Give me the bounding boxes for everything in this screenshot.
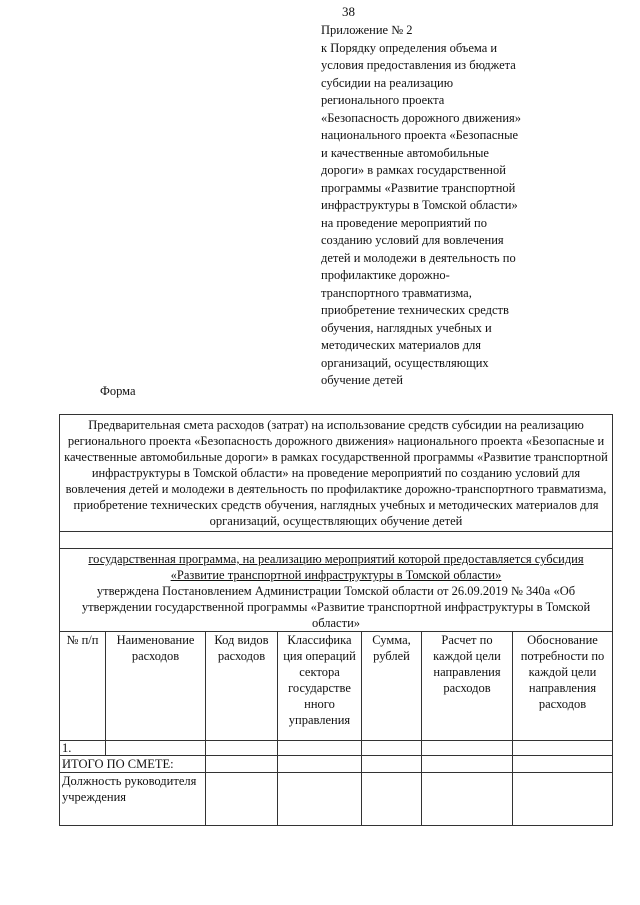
table-cell	[422, 741, 513, 756]
column-header: Классифика ция операций сектора государстве нного управления	[278, 632, 362, 741]
table-cell	[206, 756, 278, 773]
appendix-line: на проведение мероприятий по	[321, 215, 487, 230]
appendix-line: обучение детей	[321, 373, 403, 387]
table-header-row	[60, 632, 613, 741]
table-cell	[422, 756, 513, 773]
table-cell	[513, 741, 613, 756]
program-line-2: утверждена Постановлением Администрации Томской области от 26.09.2019 № 340а «Об утверждении государственной программы «Развитие транспортной инфраструктуры в Томской области»	[81, 584, 591, 630]
appendix-line: регионального проекта	[321, 93, 445, 107]
appendix-line: профилактике дорожно-	[321, 268, 450, 282]
estimate-table	[59, 414, 613, 826]
signature-row	[60, 773, 613, 826]
appendix-line: организаций, осуществляющих	[321, 355, 489, 370]
table-cell	[422, 773, 513, 826]
program-line-1: государственная программа, на реализацию мероприятий которой предоставляется субсидия «Развитие транспортной инфраструктуры в Томской области»	[88, 552, 584, 582]
row-number: 1.	[60, 741, 106, 756]
appendix-line: национального проекта «Безопасные	[321, 128, 519, 142]
table-cell	[513, 773, 613, 826]
table-cell	[362, 756, 422, 773]
appendix-line: методических материалов для	[321, 338, 482, 352]
table-cell	[278, 741, 362, 756]
column-header: Расчет по каждой цели направления расходов	[422, 632, 513, 741]
appendix-line: приобретение технических средств	[321, 303, 509, 317]
table-cell	[106, 741, 206, 756]
table-cell	[513, 756, 613, 773]
form-label: Форма	[100, 384, 136, 398]
appendix-line: программы «Развитие транспортной	[321, 180, 516, 195]
appendix-line: условия предоставления из бюджета	[321, 58, 516, 72]
table-cell	[362, 741, 422, 756]
table-title: Предварительная смета расходов (затрат) на использование средств субсидии на реализацию регионального проекта «Безопасность дорожного движения» национального проекта «Безопасные и качественные автомобильные дороги» в рамках государственной программы «Развитие транспортной инфраструктуры в Томской области» на проведение мероприятий по созданию условий для вовлечения детей и молодежи в деятельность по профилактике дорожно-транспортного травматизма, приобретение технических средств обучения, наглядных учебных и методических материалов для организаций, осуществляющих обучение детей	[60, 415, 613, 532]
appendix-line: дороги» в рамках государственной	[321, 163, 506, 177]
appendix-line: к Порядку определения объема и	[321, 40, 498, 55]
table-cell	[206, 773, 278, 826]
column-header: Сумма, рублей	[362, 632, 422, 741]
column-header: Наименование расходов	[106, 632, 206, 741]
signature-label: Должность руководителя учреждения	[60, 773, 206, 826]
appendix-header	[321, 22, 561, 390]
table-cell	[278, 773, 362, 826]
column-header: № п/п	[60, 632, 106, 741]
appendix-line: детей и молодежи в деятельность по	[321, 250, 516, 265]
appendix-line: Приложение № 2	[321, 23, 413, 37]
column-header: Обоснование потребности по каждой цели направления расходов	[513, 632, 613, 741]
appendix-line: и качественные автомобильные	[321, 145, 489, 160]
table-row	[60, 741, 613, 756]
table-cell	[278, 756, 362, 773]
appendix-line: субсидии на реализацию	[321, 75, 454, 90]
table-cell	[362, 773, 422, 826]
empty-row	[60, 532, 613, 549]
table-cell	[206, 741, 278, 756]
appendix-line: созданию условий для вовлечения	[321, 233, 504, 247]
total-row	[60, 756, 613, 773]
appendix-line: инфраструктуры в Томской области»	[321, 198, 518, 212]
appendix-line: обучения, наглядных учебных и	[321, 320, 492, 335]
appendix-line: транспортного травматизма,	[321, 285, 472, 300]
page-number: 38	[342, 4, 355, 19]
program-cell	[60, 549, 613, 632]
total-label: ИТОГО ПО СМЕТЕ:	[60, 756, 206, 773]
appendix-line: «Безопасность дорожного движения»	[321, 110, 522, 125]
column-header: Код видов расходов	[206, 632, 278, 741]
